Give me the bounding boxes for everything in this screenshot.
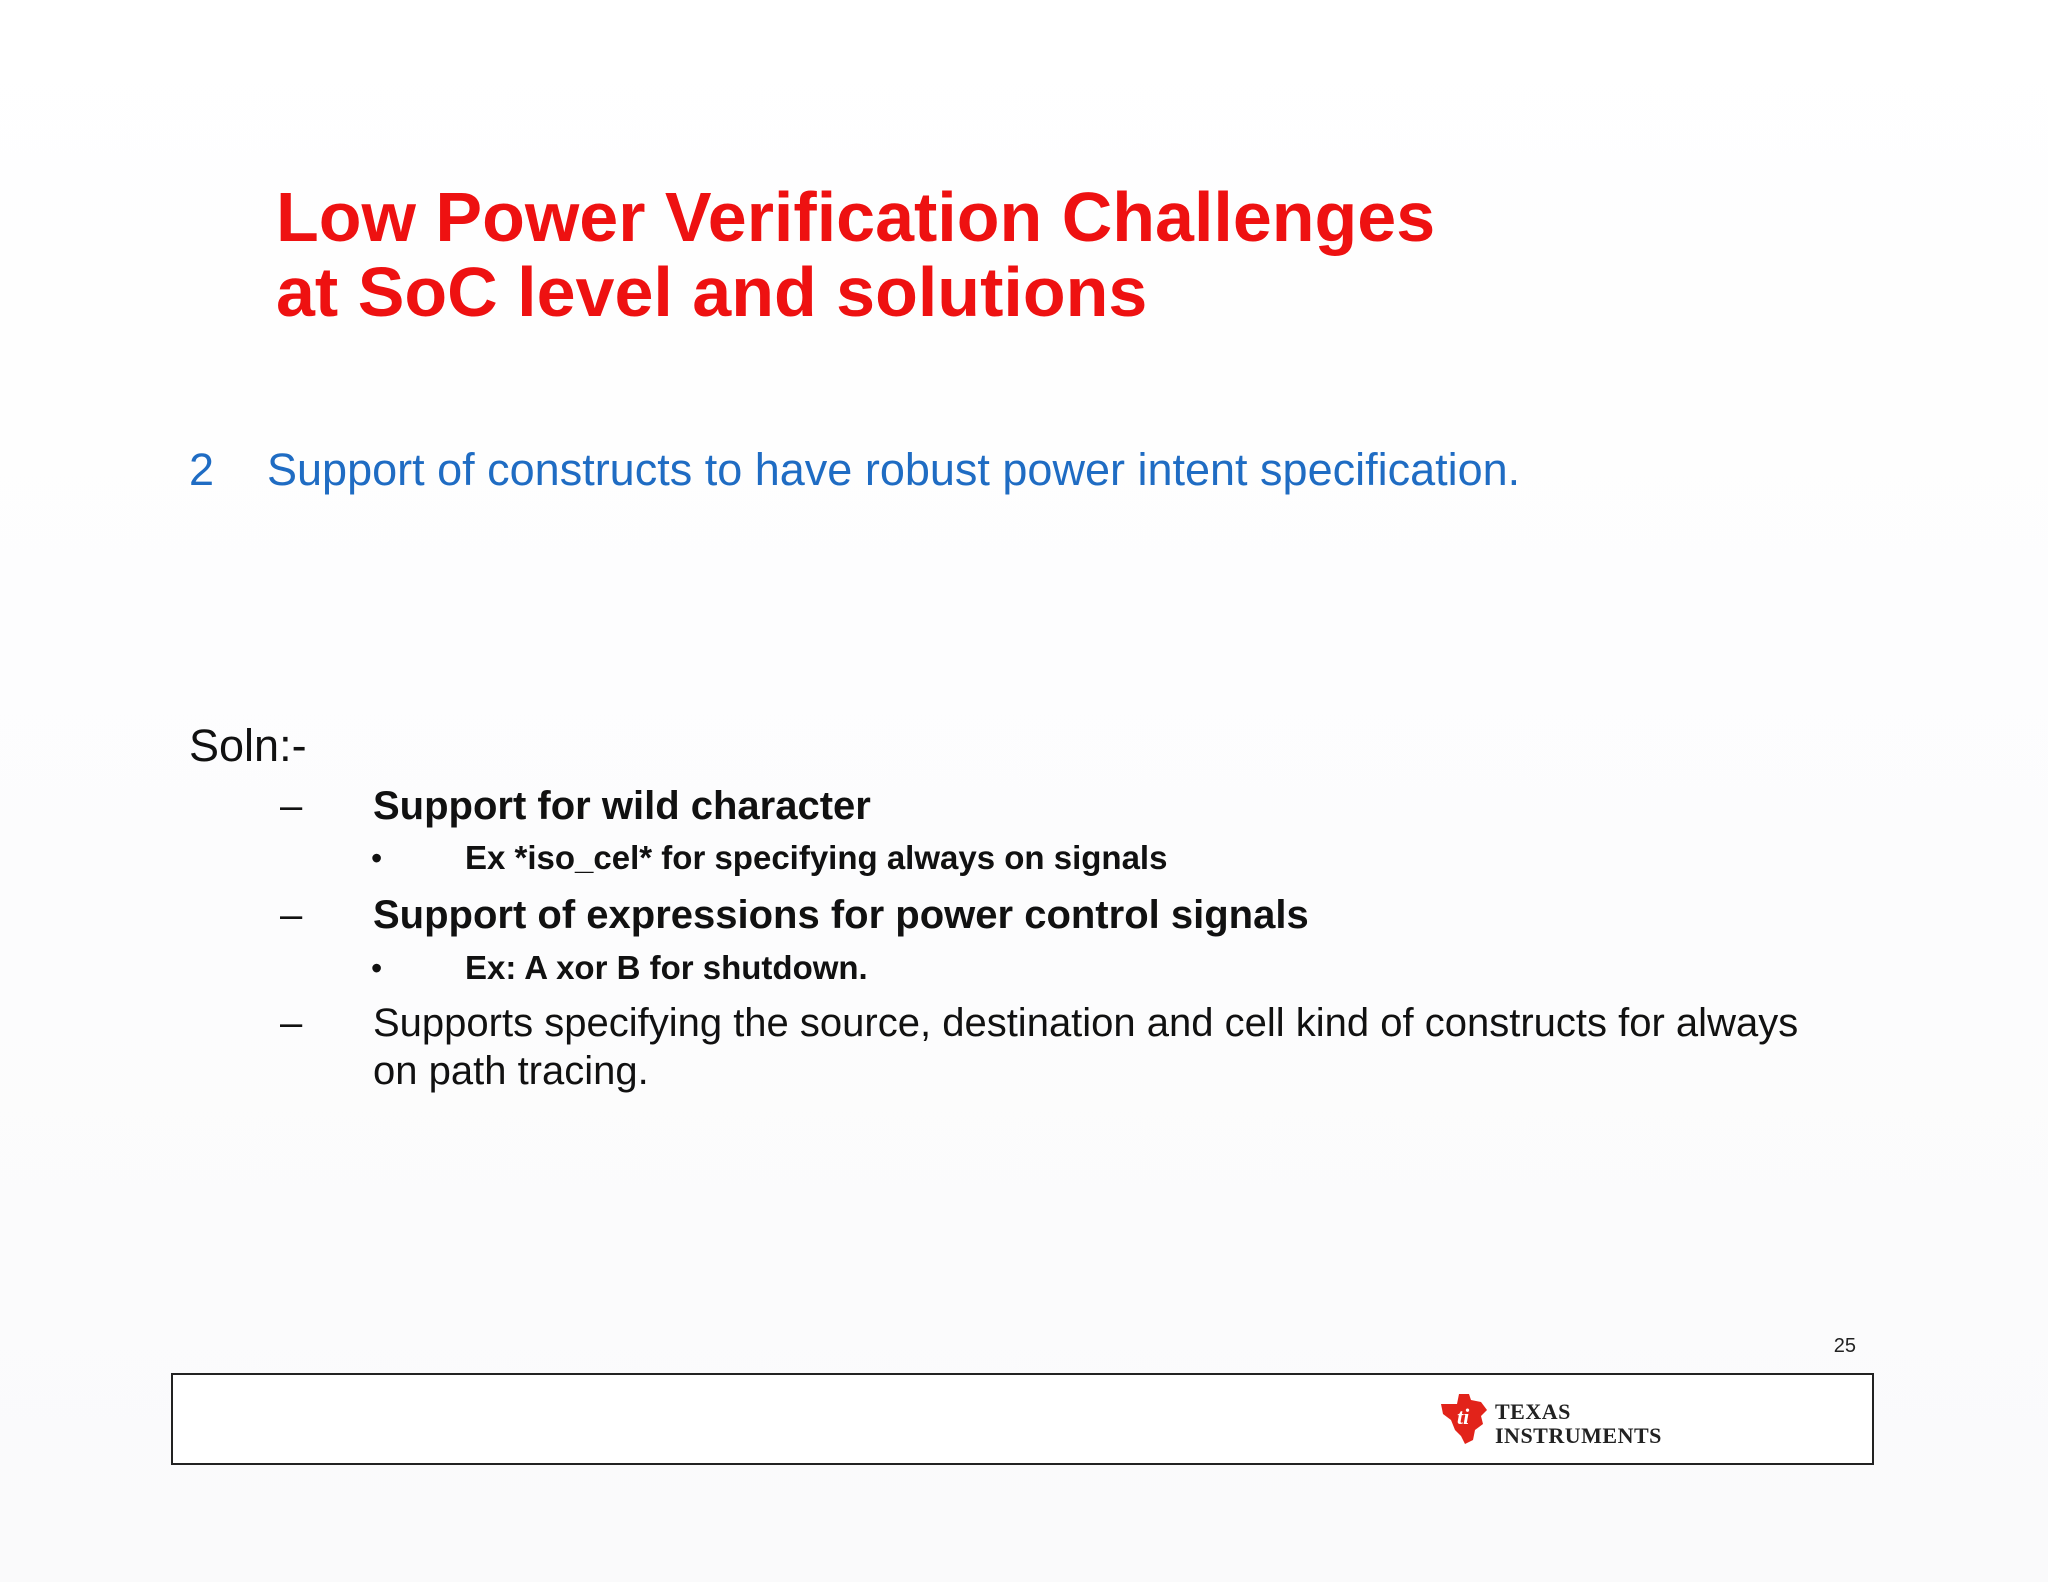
sub-item-iso-cel-example: Ex *iso_cel* for specifying always on signals: [465, 839, 1168, 876]
logo-wordmark: [1495, 1400, 1662, 1448]
svg-text:ti: ti: [1457, 1404, 1470, 1429]
logo-line-2: INSTRUMENTS: [1495, 1423, 1662, 1448]
bullet-marker-2: •: [371, 950, 383, 986]
texas-instruments-logo-icon: [1437, 1390, 1491, 1446]
item-number: 2: [189, 444, 215, 495]
dash-marker-1: –: [280, 784, 303, 828]
solution-item-wild-character: Support for wild character: [373, 784, 871, 828]
slide-title: [276, 180, 1435, 330]
page-number: 25: [1833, 1335, 1856, 1357]
texas-instruments-logo: [1437, 1390, 1677, 1450]
dash-marker-3: –: [280, 1001, 303, 1045]
item-text: Support of constructs to have robust power intent specification.: [267, 444, 1521, 495]
soln-label: Soln:-: [189, 720, 307, 771]
solution-item-path-tracing: Supports specifying the source, destination and cell kind of constructs for always on path tracing.: [373, 1001, 1799, 1093]
solution-item-expressions: Support of expressions for power control signals: [373, 893, 1309, 937]
dash-marker-2: –: [280, 893, 303, 937]
title-line-2: at SoC level and solutions: [276, 253, 1148, 331]
bullet-marker-1: •: [371, 840, 383, 876]
logo-line-1: TEXAS: [1495, 1399, 1571, 1424]
sub-item-xor-example: Ex: A xor B for shutdown.: [465, 949, 868, 986]
title-line-1: Low Power Verification Challenges: [276, 178, 1436, 256]
